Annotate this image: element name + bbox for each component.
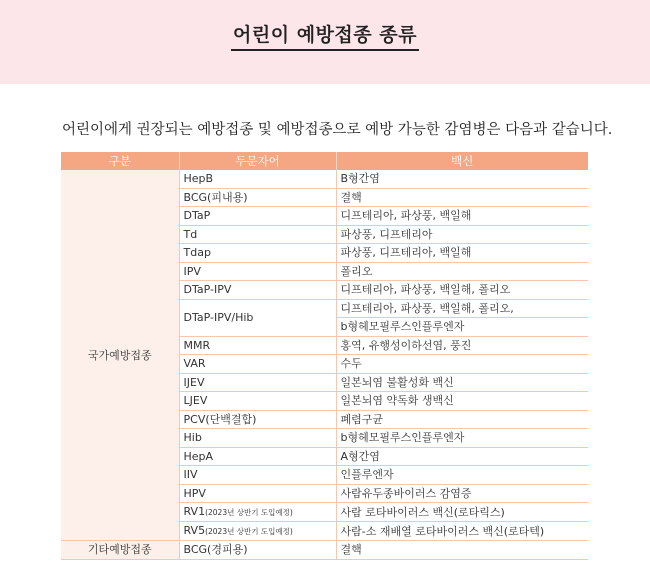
acronym-cell: Td xyxy=(179,225,336,244)
vaccine-cell: A형간염 xyxy=(336,447,588,466)
vaccine-cell: 결핵 xyxy=(336,188,588,207)
vaccine-cell: 홍역, 유행성이하선염, 풍진 xyxy=(336,336,588,355)
acronym-note: (2023년 상반기 도입예정) xyxy=(205,508,293,517)
acronym-cell: LJEV xyxy=(179,392,336,411)
vaccine-cell: 결핵 xyxy=(336,541,588,560)
page-title: 어린이 예방접종 종류 xyxy=(0,20,650,47)
header-acronym: 두문자어 xyxy=(179,152,336,170)
acronym-cell: DTaP xyxy=(179,207,336,226)
acronym-cell: IPV xyxy=(179,262,336,281)
acronym-cell: IJEV xyxy=(179,373,336,392)
table-row xyxy=(61,541,588,560)
acronym-cell: HepB xyxy=(179,170,336,188)
header-vaccine: 백신 xyxy=(336,152,588,170)
vaccine-table xyxy=(61,152,588,560)
vaccine-cell: 폴리오 xyxy=(336,262,588,281)
acronym-cell: BCG(피내용) xyxy=(179,188,336,207)
vaccine-cell: 디프테리아, 파상풍, 백일해, 폴리오 xyxy=(336,281,588,300)
vaccine-cell: 디프테리아, 파상풍, 백일해 xyxy=(336,207,588,226)
vaccine-cell: 사람 로타바이러스 백신(로타릭스) xyxy=(336,503,588,522)
vaccine-cell: 파상풍, 디프테리아 xyxy=(336,225,588,244)
vaccine-cell: b형헤모필루스인플루엔자 xyxy=(336,318,588,337)
vaccine-cell: 파상풍, 디프테리아, 백일해 xyxy=(336,244,588,263)
acronym-cell: HepA xyxy=(179,447,336,466)
category-national: 국가예방접종 xyxy=(61,170,179,541)
acronym-cell: Hib xyxy=(179,429,336,448)
acronym-cell: HPV xyxy=(179,484,336,503)
acronym-cell: VAR xyxy=(179,355,336,374)
table-header-row xyxy=(61,152,588,170)
header-category: 구분 xyxy=(61,152,179,170)
acronym-cell: MMR xyxy=(179,336,336,355)
vaccine-cell: 사람유두종바이러스 감염증 xyxy=(336,484,588,503)
acronym-cell: PCV(단백결합) xyxy=(179,410,336,429)
acronym-cell xyxy=(179,522,336,541)
vaccine-cell: 인플루엔자 xyxy=(336,466,588,485)
vaccine-cell: 수두 xyxy=(336,355,588,374)
vaccine-cell: B형간염 xyxy=(336,170,588,188)
acronym-cell: DTaP-IPV/Hib xyxy=(179,299,336,336)
vaccine-cell: 사람-소 재배열 로타바이러스 백신(로타텍) xyxy=(336,522,588,541)
vaccine-cell: 일본뇌염 약독화 생백신 xyxy=(336,392,588,411)
acronym-cell: Tdap xyxy=(179,244,336,263)
acronym-cell: DTaP-IPV xyxy=(179,281,336,300)
intro-text: 어린이에게 권장되는 예방접종 및 예방접종으로 예방 가능한 감염병은 다음과 같습니다. xyxy=(62,122,613,138)
acronym-cell xyxy=(179,503,336,522)
acronym-cell: BCG(경피용) xyxy=(179,541,336,560)
vaccine-cell: 폐렴구균 xyxy=(336,410,588,429)
vaccine-cell: 디프테리아, 파상풍, 백일해, 폴리오, xyxy=(336,299,588,318)
acronym-text: RV1 xyxy=(183,505,206,518)
acronym-note: (2023년 상반기 도입예정) xyxy=(205,527,293,536)
vaccine-cell: b형헤모필루스인플루엔자 xyxy=(336,429,588,448)
category-other: 기타예방접종 xyxy=(61,541,179,560)
acronym-text: RV5 xyxy=(183,524,206,537)
table-row xyxy=(61,170,588,188)
acronym-cell: IIV xyxy=(179,466,336,485)
vaccine-cell: 일본뇌염 불활성화 백신 xyxy=(336,373,588,392)
